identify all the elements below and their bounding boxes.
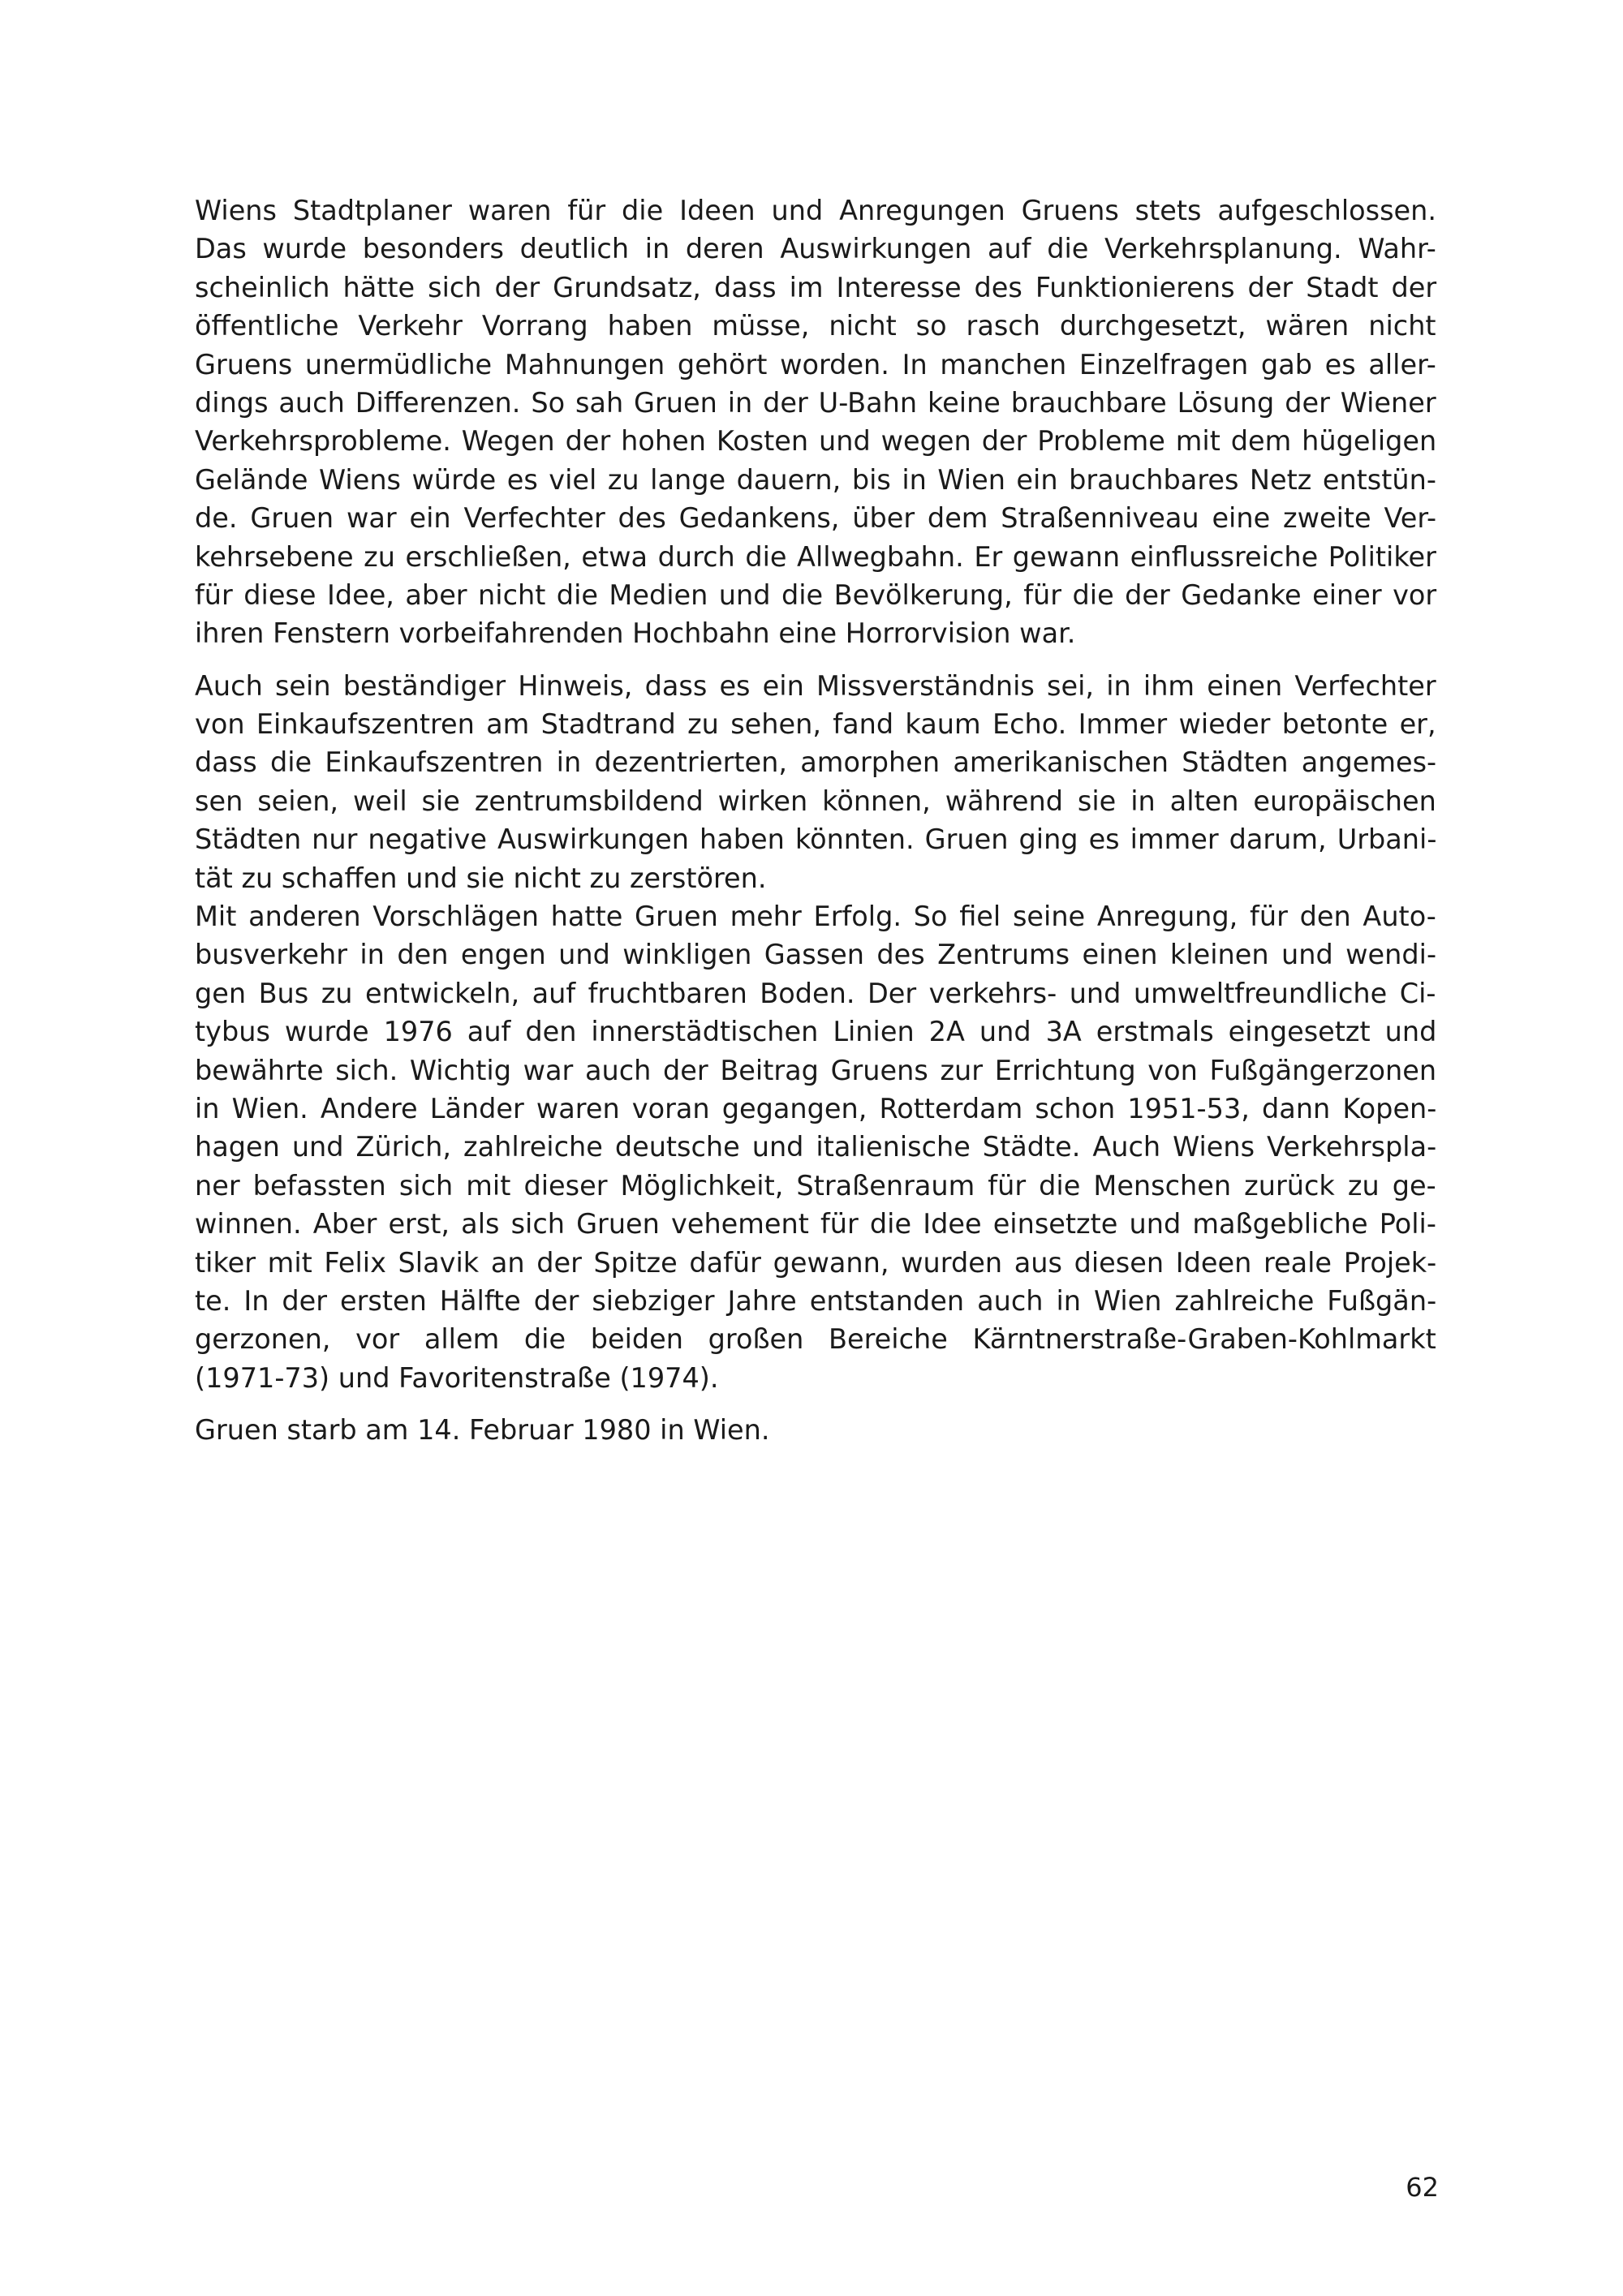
page-number: 62 (1406, 2172, 1439, 2203)
paragraph-3 (195, 897, 1436, 1397)
text-line: bewährte sich. Wichtig war auch der Beitrag Gruens zur Errichtung von Fußgängerzonen (195, 1054, 1437, 1086)
paragraph-gap (195, 1397, 1436, 1411)
text-line: Gelände Wiens würde es viel zu lange dauern, bis in Wien ein brauchbares Netz entstün- (195, 463, 1436, 496)
paragraph-4 (195, 1411, 1436, 1449)
text-line: kehrsebene zu erschließen, etwa durch die Allwegbahn. Er gewann einflussreiche Politiker (195, 540, 1436, 573)
text-line: Städten nur negative Auswirkungen haben könnten. Gruen ging es immer darum, Urbani- (195, 823, 1437, 856)
text-line: dass die Einkaufszentren in dezentrierten, amorphen amerikanischen Städten angemes- (195, 746, 1437, 779)
text-line: tät zu schaffen und sie nicht zu zerstören. (195, 862, 767, 894)
text-line: winnen. Aber erst, als sich Gruen vehement für die Idee einsetzte und maßgebliche Poli- (195, 1208, 1436, 1240)
text-line: Verkehrsprobleme. Wegen der hohen Kosten und wegen der Probleme mit dem hügeligen (195, 425, 1437, 458)
text-line: von Einkaufszentren am Stadtrand zu sehen, fand kaum Echo. Immer wieder betonte er, (195, 708, 1436, 741)
text-line: (1971-73) und Favoritenstraße (1974). (195, 1361, 719, 1394)
paragraph-2 (195, 667, 1436, 897)
text-line: Auch sein beständiger Hinweis, dass es ein Missverständnis sei, in ihm einen Verfechter (195, 669, 1436, 702)
text-line: busverkehr in den engen und winkligen Gassen des Zentrums einen kleinen und wendi- (195, 939, 1437, 971)
text-line: scheinlich hätte sich der Grundsatz, dass im Interesse des Funktionierens der Stadt der (195, 271, 1437, 303)
text-line: Wiens Stadtplaner waren für die Ideen und Anregungen Gruens stets aufgeschlossen. (195, 195, 1437, 226)
text-line: te. In der ersten Hälfte der siebziger Jahre entstanden auch in Wien zahlreiche Fußgän- (195, 1284, 1437, 1317)
text-line: tybus wurde 1976 auf den innerstädtischen Linien 2A und 3A erstmals eingesetzt und (195, 1016, 1437, 1048)
text-line: öffentliche Verkehr Vorrang haben müsse, nicht so rasch durchgesetzt, wären nicht (195, 310, 1436, 342)
text-line: ihren Fenstern vorbeifahrenden Hochbahn eine Horrorvision war. (195, 617, 1076, 650)
paragraph-1 (195, 191, 1436, 653)
text-line: Das wurde besonders deutlich in deren Auswirkungen auf die Verkehrsplanung. Wahr- (195, 233, 1436, 265)
paragraph-gap (195, 653, 1436, 667)
text-line: Gruen starb am 14. Februar 1980 in Wien. (195, 1414, 770, 1447)
text-line: für diese Idee, aber nicht die Medien und die Bevölkerung, für die der Gedanke einer vor (195, 578, 1437, 611)
text-line: gen Bus zu entwickeln, auf fruchtbaren Boden. Der verkehrs- und umweltfreundliche Ci- (195, 977, 1436, 1009)
text-line: Gruens unermüdliche Mahnungen gehört worden. In manchen Einzelfragen gab es aller- (195, 348, 1436, 381)
text-line: hagen und Zürich, zahlreiche deutsche und italienische Städte. Auch Wiens Verkehrspla- (195, 1131, 1437, 1163)
text-line: Mit anderen Vorschlägen hatte Gruen mehr Erfolg. So fiel seine Anregung, für den Auto- (195, 901, 1436, 933)
body-text (195, 191, 1436, 1450)
text-line: de. Gruen war ein Verfechter des Gedankens, über dem Straßenniveau eine zweite Ver- (195, 502, 1437, 535)
text-line: sen seien, weil sie zentrumsbildend wirken können, während sie in alten europäischen (195, 785, 1436, 817)
text-line: in Wien. Andere Länder waren voran gegangen, Rotterdam schon 1951-53, dann Kopen- (195, 1092, 1437, 1124)
text-line: dings auch Differenzen. So sah Gruen in der U-Bahn keine brauchbare Lösung der Wiener (195, 386, 1436, 419)
text-line: ner befassten sich mit dieser Möglichkeit, Straßenraum für die Menschen zurück zu ge- (195, 1169, 1436, 1202)
text-line: gerzonen, vor allem die beiden großen Bereiche Kärntnerstraße-Graben-Kohlmarkt (195, 1323, 1436, 1356)
text-line: tiker mit Felix Slavik an der Spitze dafür gewann, wurden aus diesen Ideen reale Projek- (195, 1246, 1437, 1279)
